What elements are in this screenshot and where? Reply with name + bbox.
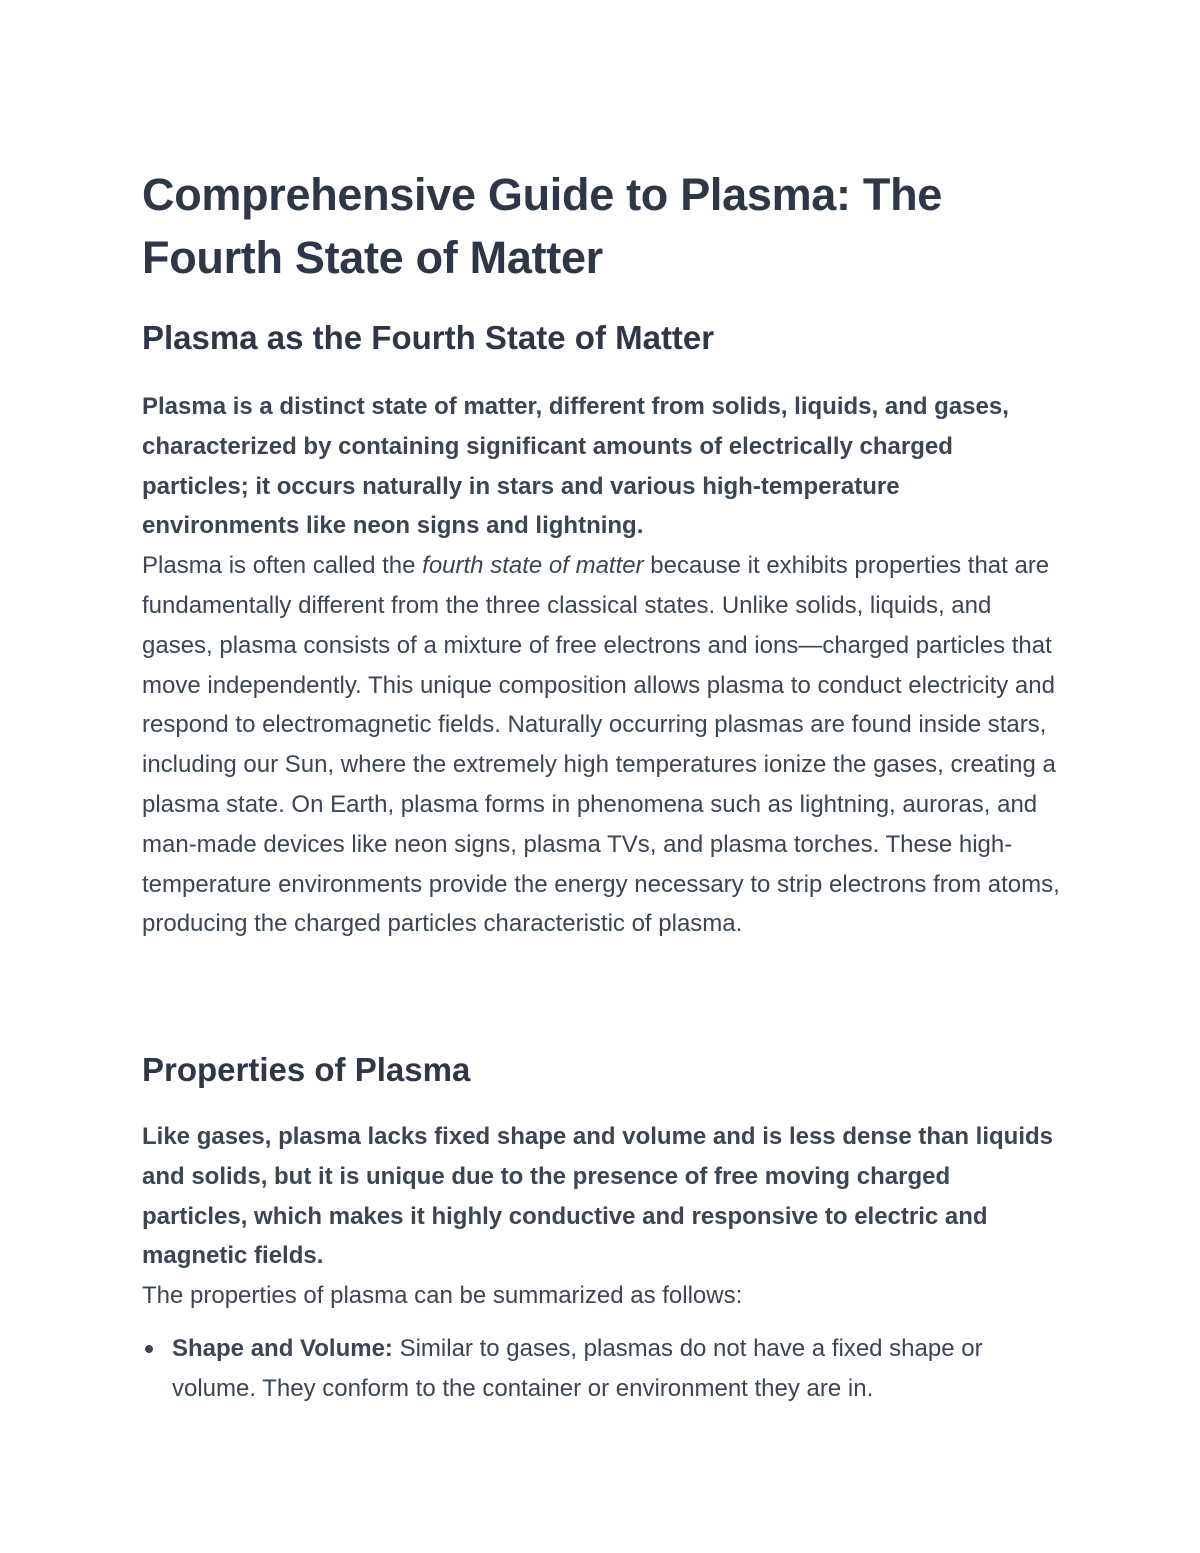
bullet-icon [145, 1345, 153, 1353]
section-body-fourth-state [142, 387, 1062, 944]
section-summary: Plasma is a distinct state of matter, different from solids, liquids, and gases, characterized by containing significant amounts of electrically charged particles; it occurs naturally in stars and various high-temperature environments like neon signs and lightning. [142, 393, 1009, 540]
paragraph-text-start: Plasma is often called the [142, 552, 423, 580]
section-summary: Like gases, plasma lacks fixed shape and volume and is less dense than liquids and solids, but it is unique due to the presence of free moving charged particles, which makes it highly conductive and responsive to electric and magnetic fields. [142, 1123, 1054, 1270]
section-heading-fourth-state: Plasma as the Fourth State of Matter [142, 319, 715, 356]
section-paragraph [142, 546, 1062, 944]
section-body-properties [142, 1117, 1062, 1316]
paragraph-text-end: because it exhibits properties that are fundamentally different from the three classical states. Unlike solids, liquids, and gases, plasma consists of a mixture of free electrons and ions—charged particles that move independently. This unique composition allows plasma to conduct electricity and respond to electromagnetic fields. Naturally occurring plasmas are found inside stars, including our Sun, where the extremely high temperatures ionize the gases, creating a plasma state. On Earth, plasma forms in phenomena such as lightning, auroras, and man-made devices like neon signs, plasma TVs, and plasma torches. These high-temperature environments provide the energy necessary to strip electrons from atoms, producing the charged particles characteristic of plasma. [142, 552, 1060, 938]
section-heading-properties: Properties of Plasma [142, 1051, 471, 1088]
list-item [142, 1329, 1062, 1409]
properties-list [142, 1329, 1062, 1409]
list-item-term: Shape and Volume: [172, 1335, 393, 1362]
list-item-text: Similar to gases, plasmas do not have a fixed shape or volume. They conform to the container or environment they are in. [172, 1335, 983, 1402]
emphasis-text: fourth state of matter [422, 552, 644, 580]
document-title: Comprehensive Guide to Plasma: The Fourth State of Matter [142, 169, 942, 283]
section-intro: The properties of plasma can be summarized as follows: [142, 1282, 743, 1310]
